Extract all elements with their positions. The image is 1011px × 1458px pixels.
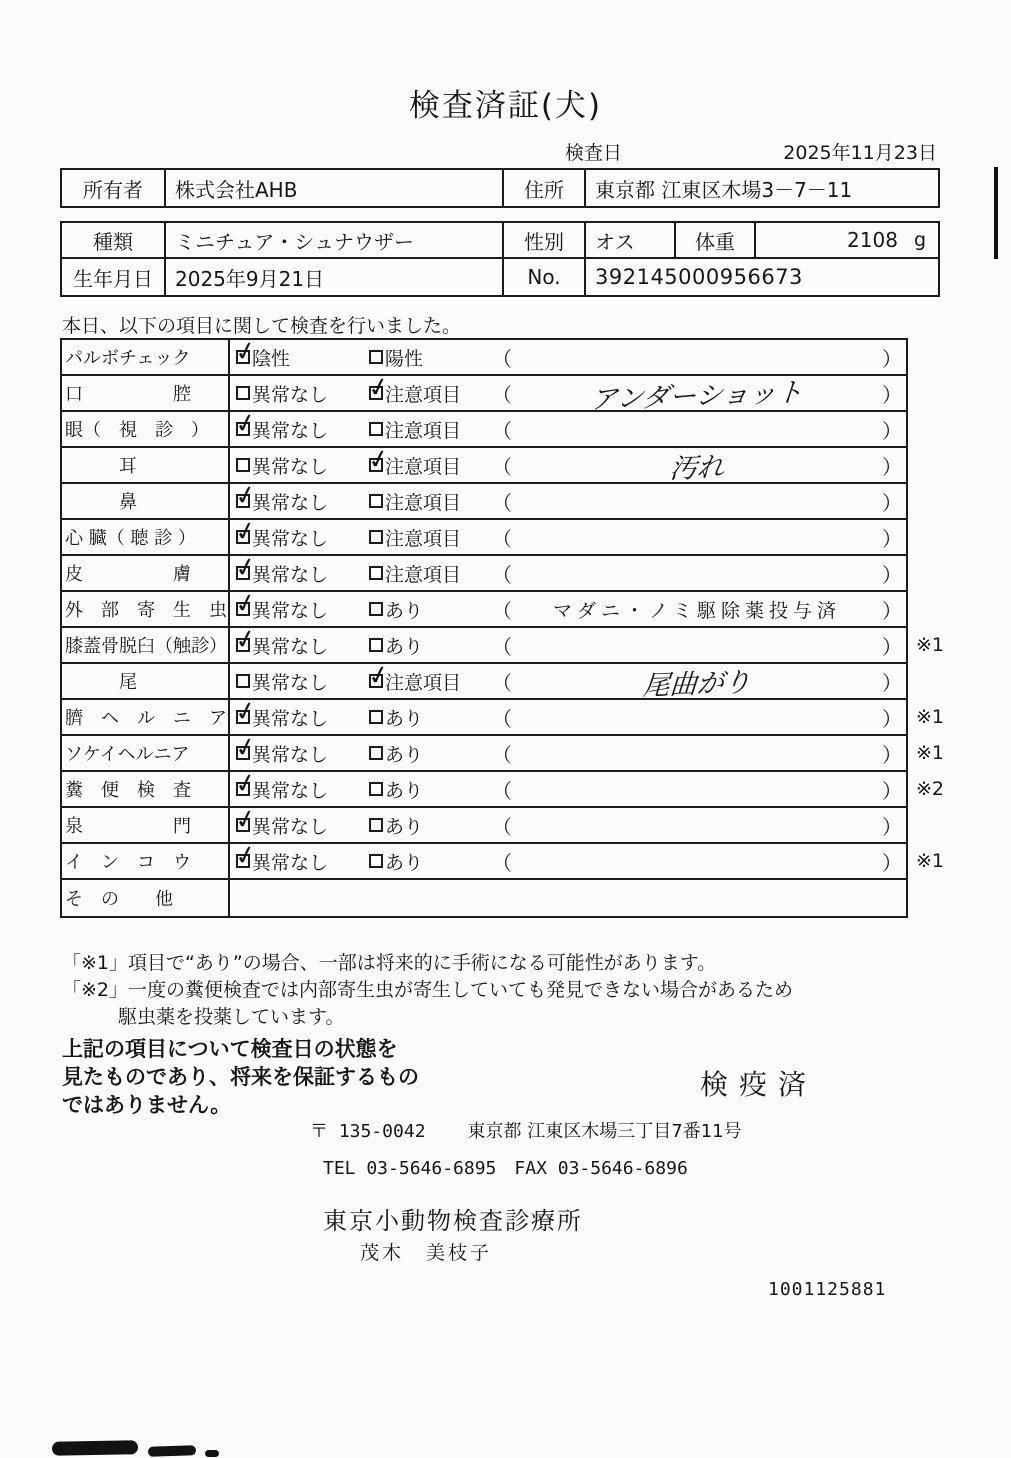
check-mark-icon: ✓: [232, 803, 260, 837]
paren-open: （: [492, 706, 512, 731]
inspection-date-label: 検査日: [565, 142, 623, 164]
note-field: [492, 446, 906, 485]
check-mark-icon: ✓: [232, 767, 260, 801]
check-mark-icon: ✓: [232, 695, 260, 729]
item-content: [230, 839, 906, 878]
footnote-mark: ※1: [916, 850, 945, 872]
paren-close: ）: [882, 562, 902, 587]
check-mark-icon: ✓: [232, 335, 260, 369]
inspection-row: [62, 479, 906, 520]
item-label: 尾: [62, 664, 230, 698]
item-label: 心 臓（ 聴 診 ）: [62, 520, 230, 554]
checkbox-unchecked: [236, 674, 250, 688]
paren-close: ）: [882, 850, 902, 875]
note-field: [492, 487, 906, 516]
item-label: 口 腔: [62, 376, 230, 410]
checkbox-checked: [232, 407, 260, 441]
paren-close: ）: [882, 454, 902, 479]
checkbox-checked: [232, 551, 260, 585]
option-cell: [369, 416, 492, 443]
birthdate-row: [62, 259, 938, 295]
disclaimer: [62, 1035, 419, 1119]
option-cell: [236, 452, 369, 479]
inspection-row: [62, 767, 945, 808]
footnote-mark: ※1: [916, 634, 945, 656]
paren-close: ）: [882, 634, 902, 659]
option-cell: [232, 767, 369, 803]
note-field: [492, 739, 906, 768]
paren-close: ）: [882, 814, 902, 839]
disclaimer-line-1: 上記の項目について検査日の状態を: [62, 1037, 398, 1061]
option-label: 異常なし: [252, 383, 329, 406]
paren-open: （: [492, 346, 512, 371]
item-content: [230, 803, 906, 842]
option-cell: [365, 443, 492, 479]
inspection-row: [62, 551, 906, 592]
checkbox-checked: [232, 767, 260, 801]
item-content: [230, 731, 906, 770]
scan-artifact: [205, 1450, 219, 1457]
note-text: マダニ・ノミ駆除薬投与済: [552, 599, 841, 622]
option-cell: [232, 623, 369, 659]
checkbox-unchecked: [369, 710, 383, 724]
owner-row: [62, 170, 938, 206]
check-mark-icon: ✓: [232, 587, 260, 621]
option-cell: [232, 515, 369, 551]
item-content: [230, 623, 906, 662]
weight-value: 2108: [847, 228, 898, 252]
paren-close: ）: [882, 598, 902, 623]
paren-close: ）: [882, 778, 902, 803]
clinic-fax: FAX 03-5646-6896: [514, 1158, 688, 1179]
option-cell: [236, 668, 369, 695]
checkbox-checked: [232, 623, 260, 657]
option-label: あり: [385, 779, 424, 802]
option-label: 注意項目: [385, 455, 462, 478]
option-label: 注意項目: [385, 563, 462, 586]
inspection-date-value: 2025年11月23日: [783, 142, 937, 164]
option-cell: [232, 695, 369, 731]
handwritten-note: アンダーショット: [589, 376, 805, 416]
option-cell: [369, 524, 492, 551]
checkbox-unchecked: [369, 350, 383, 364]
option-cell: [365, 659, 492, 695]
footnote-1: 「※1」項目で“あり”の場合、一部は将来的に手術になる可能性があります。: [62, 952, 717, 974]
checkbox-checked: [232, 731, 260, 765]
checkbox-checked: [232, 803, 260, 837]
option-label: 注意項目: [385, 527, 462, 550]
item-label: イ ン コ ウ: [62, 844, 230, 878]
item-content: [230, 880, 906, 916]
veterinarian-name: 茂木 美枝子: [360, 1242, 493, 1264]
option-cell: [369, 776, 492, 803]
paren-open: （: [492, 598, 512, 623]
option-cell: [369, 560, 492, 587]
option-cell: [232, 803, 369, 839]
item-content: [230, 371, 906, 416]
checkbox-unchecked: [369, 530, 383, 544]
option-cell: [232, 839, 369, 875]
option-cell: [232, 479, 369, 515]
note-field: [492, 775, 906, 804]
option-cell: [365, 371, 492, 407]
option-label: 注意項目: [385, 671, 462, 694]
scan-artifact: [994, 167, 998, 259]
option-label: 注意項目: [385, 419, 462, 442]
paren-close: ）: [882, 346, 902, 371]
item-label: そ の 他: [62, 880, 230, 916]
checkbox-checked: [365, 371, 393, 405]
paren-close: ）: [882, 706, 902, 731]
option-cell: [232, 731, 369, 767]
breed-value: ミニチュア・シュナウザー: [166, 223, 504, 257]
option-cell: [369, 740, 492, 767]
paren-close: ）: [882, 382, 902, 407]
item-content: [230, 407, 906, 446]
address-value: 東京都 江東区木場3－7－11: [595, 177, 853, 202]
checkbox-checked: [232, 335, 260, 369]
checkbox-unchecked: [369, 494, 383, 508]
option-label: 異常なし: [252, 707, 329, 730]
sex-value: オス: [586, 223, 676, 257]
item-content: [230, 515, 906, 554]
check-mark-icon: ✓: [365, 443, 393, 477]
note-field: [492, 343, 906, 372]
note-field: [492, 523, 906, 552]
item-label: 糞 便 検 査: [62, 772, 230, 806]
paren-close: ）: [882, 490, 902, 515]
checkbox-unchecked: [369, 782, 383, 796]
note-field: [492, 847, 906, 876]
option-cell: [369, 812, 492, 839]
clinic-tel: TEL 03-5646-6895: [323, 1158, 497, 1179]
paren-open: （: [492, 454, 512, 479]
check-mark-icon: ✓: [232, 731, 260, 765]
paren-open: （: [492, 562, 512, 587]
item-content: [230, 659, 906, 702]
footnote-mark: ※1: [916, 742, 945, 764]
note-field: [492, 374, 906, 416]
paren-open: （: [492, 418, 512, 443]
option-cell: [232, 335, 369, 371]
checkbox-unchecked: [369, 602, 383, 616]
option-label: 陰性: [252, 347, 291, 370]
inspection-row: [62, 371, 906, 416]
inspection-row: [62, 839, 945, 880]
option-cell: [369, 632, 492, 659]
note-field: [492, 703, 906, 732]
option-label: 注意項目: [385, 491, 462, 514]
document-title: 検査済証(犬): [408, 88, 603, 124]
item-label: 皮 膚: [62, 556, 230, 590]
checkbox-unchecked: [369, 746, 383, 760]
item-content: [230, 335, 906, 374]
item-label: 外 部 寄 生 虫: [62, 592, 230, 626]
weight-unit: g: [913, 229, 926, 251]
birthdate-label: 生年月日: [62, 259, 166, 295]
inspection-row: [62, 695, 945, 736]
paren-open: （: [492, 490, 512, 515]
option-label: あり: [385, 707, 424, 730]
item-content: [230, 695, 906, 734]
item-content: [230, 767, 906, 806]
paren-open: （: [492, 382, 512, 407]
check-mark-icon: ✓: [232, 479, 260, 513]
note-field: [492, 559, 906, 588]
check-mark-icon: ✓: [232, 551, 260, 585]
inspection-row: [62, 587, 906, 628]
option-label: 異常なし: [252, 635, 329, 658]
document-serial-number: 1001125881: [768, 1279, 887, 1300]
option-label: あり: [385, 635, 424, 658]
item-label: 鼻: [62, 484, 230, 518]
checkbox-unchecked: [369, 638, 383, 652]
checkbox-checked: [232, 839, 260, 873]
check-mark-icon: ✓: [365, 659, 393, 693]
scan-artifact: [52, 1440, 138, 1455]
check-mark-icon: ✓: [365, 371, 393, 405]
option-label: 異常なし: [252, 599, 329, 622]
inspection-row: [62, 880, 906, 916]
item-label: ソケイヘルニア: [62, 736, 230, 770]
paren-close: ）: [882, 526, 902, 551]
disclaimer-line-3: ではありません。: [62, 1093, 232, 1117]
weight-cell: [756, 223, 938, 257]
checkbox-checked: [232, 515, 260, 549]
option-cell: [369, 488, 492, 515]
footnote-2: 「※2」一度の糞便検査では内部寄生虫が寄生していても発見できない場合があるため: [62, 979, 794, 1001]
footnote-2-continued: 駆虫薬を投薬しています。: [118, 1006, 345, 1028]
checkbox-unchecked: [369, 422, 383, 436]
option-label: 異常なし: [252, 527, 329, 550]
check-mark-icon: ✓: [232, 515, 260, 549]
intro-text: 本日、以下の項目に関して検査を行いました。: [62, 315, 462, 337]
weight-label: 体重: [676, 223, 756, 257]
checkbox-unchecked: [369, 818, 383, 832]
owner-table: [60, 168, 940, 208]
option-label: 異常なし: [252, 491, 329, 514]
birthdate-value: 2025年9月21日: [166, 259, 504, 295]
item-label: 膝蓋骨脱臼（触診）: [62, 628, 230, 662]
item-label: パルボチェック: [62, 340, 230, 374]
paren-open: （: [492, 634, 512, 659]
option-label: 異常なし: [252, 563, 329, 586]
breed-row: [62, 223, 938, 259]
checkbox-unchecked: [369, 566, 383, 580]
clinic-postal-line: [310, 1117, 742, 1143]
option-label: 異常なし: [252, 815, 329, 838]
option-label: 陽性: [385, 347, 424, 370]
item-content: [230, 551, 906, 590]
footnote-mark: ※2: [916, 778, 945, 800]
check-mark-icon: ✓: [232, 407, 260, 441]
note-field: [492, 415, 906, 444]
option-label: 異常なし: [252, 671, 329, 694]
option-cell: [232, 407, 369, 443]
item-label: 耳: [62, 448, 230, 482]
option-label: あり: [385, 599, 424, 622]
option-label: あり: [385, 815, 424, 838]
inspection-row: [62, 659, 906, 702]
no-label: No.: [504, 259, 586, 295]
option-cell: [369, 596, 492, 623]
inspection-row: [62, 731, 945, 772]
clinic-address: 東京都 江東区木場三丁目7番11号: [467, 1121, 742, 1142]
option-cell: [369, 704, 492, 731]
option-label: あり: [385, 743, 424, 766]
item-content: [230, 479, 906, 518]
animal-info-table: [60, 221, 940, 297]
check-mark-icon: ✓: [232, 623, 260, 657]
paren-open: （: [492, 742, 512, 767]
option-label: 注意項目: [385, 383, 462, 406]
paren-open: （: [492, 778, 512, 803]
note-field: [492, 595, 906, 624]
item-content: [230, 443, 906, 485]
item-label: 泉 門: [62, 808, 230, 842]
item-content: [230, 587, 906, 626]
item-label: 眼（ 視 診 ）: [62, 412, 230, 446]
inspection-row: [62, 443, 906, 485]
quarantine-passed-stamp: 検疫済: [700, 1068, 818, 1101]
inspection-table: [60, 335, 945, 918]
check-mark-icon: ✓: [232, 839, 260, 873]
option-cell: [232, 551, 369, 587]
paren-close: ）: [882, 742, 902, 767]
clinic-postal-code: 〒 135-0042: [310, 1121, 426, 1142]
checkbox-unchecked: [369, 854, 383, 868]
checkbox-checked: [232, 695, 260, 729]
scan-artifact: [148, 1445, 196, 1457]
checkbox-checked: [232, 479, 260, 513]
paren-open: （: [492, 814, 512, 839]
item-label: 臍 ヘ ル ニ ア: [62, 700, 230, 734]
option-label: 異常なし: [252, 419, 329, 442]
note-field: [492, 631, 906, 660]
paren-open: （: [492, 670, 512, 695]
inspection-row: [62, 515, 906, 556]
paren-open: （: [492, 526, 512, 551]
paren-close: ）: [882, 670, 902, 695]
option-cell: [369, 344, 492, 371]
sex-label: 性別: [504, 223, 586, 257]
breed-label: 種類: [62, 223, 166, 257]
paren-open: （: [492, 850, 512, 875]
owner-label: 所有者: [62, 170, 166, 206]
option-label: 異常なし: [252, 455, 329, 478]
option-cell: [369, 848, 492, 875]
checkbox-checked: [232, 587, 260, 621]
disclaimer-line-2: 見たものであり、将来を保証するもの: [62, 1065, 419, 1089]
checkbox-checked: [365, 443, 393, 477]
option-label: あり: [385, 851, 424, 874]
no-value: 392145000956673: [595, 265, 803, 289]
footnote-mark: ※1: [916, 706, 945, 728]
note-field: [492, 811, 906, 840]
handwritten-note: 尾曲がり: [641, 666, 752, 702]
checkbox-unchecked: [236, 458, 250, 472]
checkbox-unchecked: [236, 386, 250, 400]
checkbox-checked: [365, 659, 393, 693]
owner-value: 株式会社AHB: [166, 170, 504, 206]
address-label: 住所: [504, 170, 586, 206]
option-label: 異常なし: [252, 779, 329, 802]
footnotes: [62, 950, 793, 1031]
option-cell: [236, 380, 369, 407]
inspection-row: [62, 803, 906, 844]
option-cell: [232, 587, 369, 623]
handwritten-note: 汚れ: [668, 451, 725, 485]
option-label: 異常なし: [252, 743, 329, 766]
paren-close: ）: [882, 418, 902, 443]
clinic-telfax-line: [323, 1158, 688, 1179]
option-label: 異常なし: [252, 851, 329, 874]
note-field: [492, 662, 906, 701]
inspection-date-row: [565, 138, 937, 165]
clinic-name: 東京小動物検査診療所: [323, 1207, 583, 1235]
